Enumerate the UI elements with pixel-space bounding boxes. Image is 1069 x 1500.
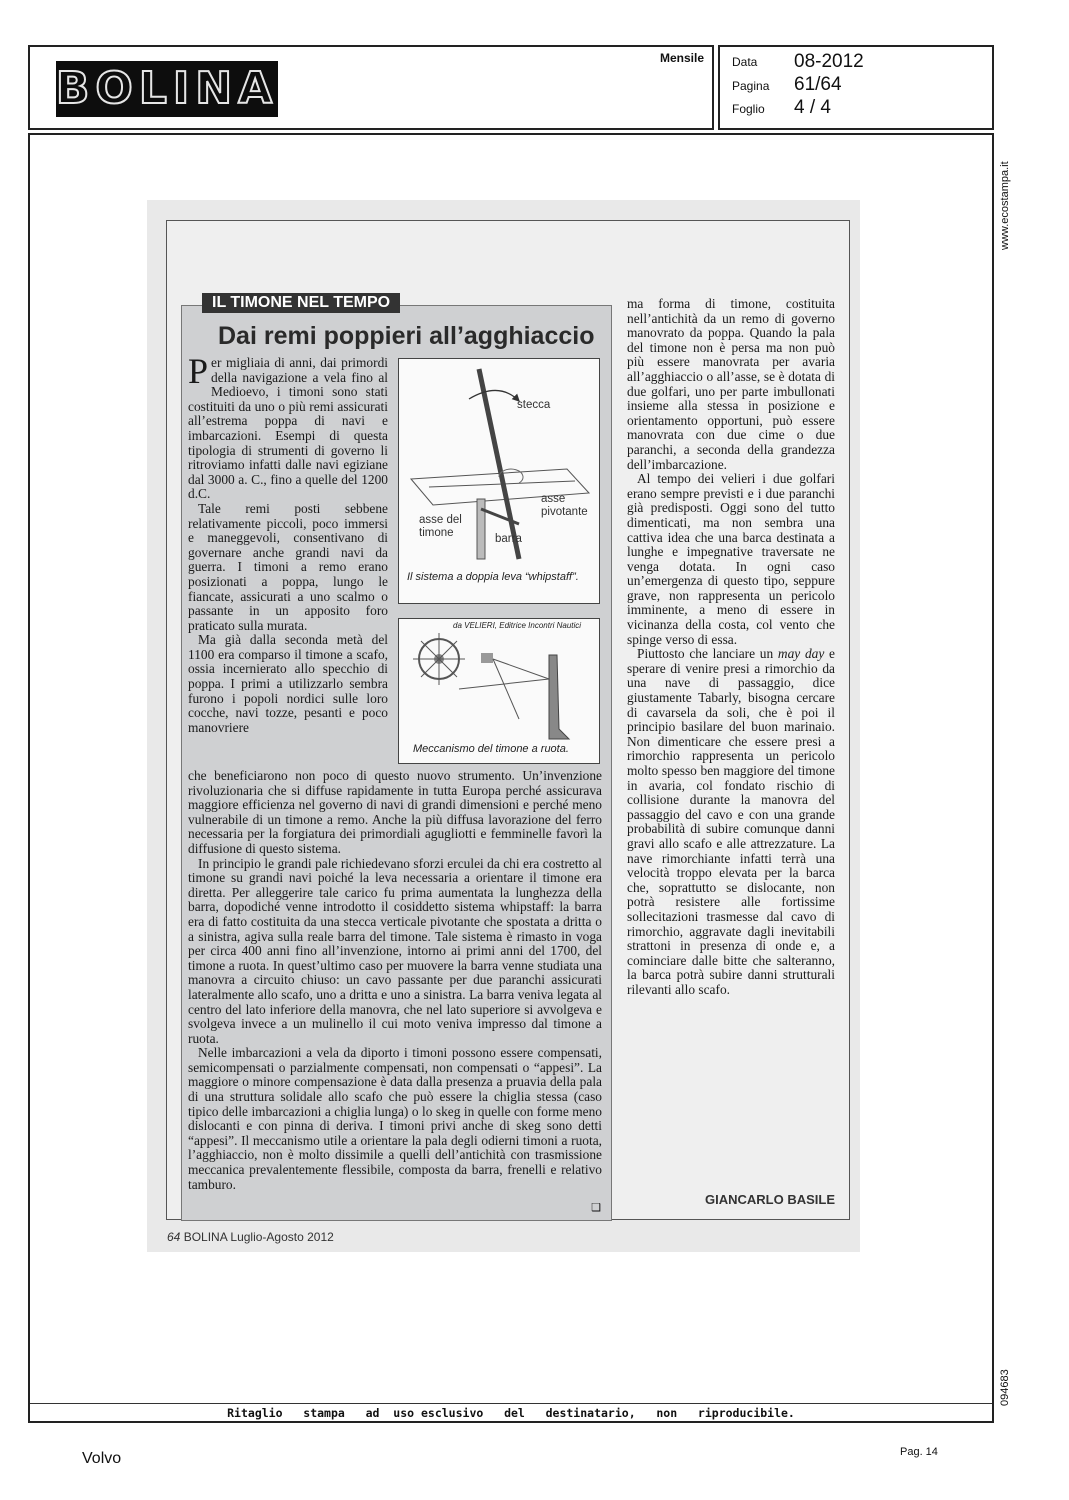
may-day-italic: may day (777, 646, 825, 662)
narrow-column (188, 351, 388, 735)
label-barra: barra (495, 533, 522, 545)
caption-wheel: Meccanismo del timone a ruota. (413, 743, 569, 755)
logo-text: BOLINA (55, 63, 279, 114)
pagina-value: 61/64 (794, 74, 842, 95)
figure-wheel-steering (398, 618, 600, 764)
right-paragraph-3b: e sperare di venire presi a rimorchio da una nave di passaggio, dice giustamente Tabarly, bisogna cercare di cavarsela da soli, che è poi il principio basilare del buon marinaio. Non dimenticare che essere presi a rimorchio rappresenta un pericolo molto spesso ben maggiore del timone in avaria, col fondato rischio di collisione durante la manovra del passaggio del cavo e con una grande probabilità di subire comunque danni gravi allo scafo e alle attrezzature. La nave rimorchiante infatti terrà una velocità troppo elevata per la barca che, soprattutto se dislocante, non potrà resistere alle fortissime sollecitazioni trasmesse dal cavo di rimorchio, aggravate dagli inevitabili strattoni in presenza di onde e, a cominciare dalle bitte che salteranno, la barca potrà subire danni strutturali rilevanti allo scafo. (627, 646, 835, 997)
section-label: IL TIMONE NEL TEMPO (202, 293, 400, 313)
right-column (627, 297, 835, 998)
page-number: Pag. 14 (900, 1446, 938, 1458)
paragraph-5: Nelle imbarcazioni a vela da diporto i timoni possono essere compensati, semicompensati o parzialmente compensati, non compensati o “appesi”. La maggiore o minore compensazione è data dalla presenza a pruavia della pala di una struttura solidale allo scafo che può essere la chiglia stessa (caso tipico delle imbarcazioni a chiglia lunga) o lo skeg in quelle con forme meno dislocanti e con pinna di deriva. I timoni privi anche di skeg sono detti “appesi”. Il meccanismo utile a orientare la pala degli odierni timoni a ruota, l’agghiaccio, non è molto dissimile a quelli dell’antichità con trasmissione meccanica prevalentemente flessibile, composta da barra, frenelli e relativo tamburo. (188, 1045, 602, 1192)
paragraph-3-continued: che beneficiarono non poco di questo nuovo strumento. Un’invenzione rivoluzionaria che si diffuse rapidamente in tutta Europa perché assicurava maggiore efficienza nel governo di navi di grandi dimensioni e perché meno vulnerabile di un timone a remo. Anche la più diffusa lavorazione del ferro necessaria per la forgiatura dei primordiali agugliotti e femminelle favorì la diffusione di questo sistema. (188, 768, 602, 856)
archive-code: 094683 (999, 1369, 1011, 1406)
right-paragraph-1: ma forma di timone, costituita nell’antichità da un remo di governo manovrato da poppa. Quando la pala del timone non è persa ma non può più essere manovrata per avaria all’agghiaccio o all’asse, se è dotata di due golfari, uno per parte imbullonati insieme alla stessa in posizione e orientamento opportuni, può essere manovrata con due cime o due paranchi, a seconda della grandezza dell’imbarcazione. (627, 296, 835, 472)
disclaimer: Ritaglio stampa ad uso esclusivo del destinatario, non riproducibile. (227, 1406, 795, 1420)
periodicity: Mensile (659, 51, 704, 65)
data-value: 08-2012 (794, 51, 864, 72)
article-title: Dai remi poppieri all’agghiaccio (218, 322, 595, 350)
figure-credit: da VELIERI, Editrice Incontri Nautici (453, 621, 582, 630)
header-logo-box (28, 45, 714, 130)
website-label: www.ecostampa.it (999, 161, 1011, 250)
press-clipping (147, 200, 860, 1252)
wide-column (188, 769, 602, 1192)
paragraph-4: In principio le grandi pale richiedevano sforzi erculei da chi era costretto al timone su grandi navi poiché la leva necessaria a orientare il timone era diretta. Per alleggerire tale carico fu prima aumentata la lunghezza della barra, dopodiché venne introdotto il cosiddetto sistema whipstaff: la barra era di fatto costituita da una stecca verticale pivotante che spostata a dritta o a sinistra, agiva sulla reale barra del timone. Tale sistema è rimasto in voga per circa 400 anni fino all’invenzione, intorno ai primi anni del 1700, del timone a ruota. In quest’ultimo caso per muovere la barra venne studiata una manovra a circuito chiuso: un cavo passante per due paranchi assicurati lateralmente allo scafo, uno a dritta e uno a sinistra. La barra veniva legata al centro del lato inferiore della manovra, che nel lato superiore si avvolgeva e svolgeva invece a un mulinello il cui moto veniva impresso dal timone a ruota. (188, 855, 602, 1046)
paragraph-3: Ma già dalla seconda metà del 1100 era comparso il timone a scafo, ossia incernierato allo specchio di poppa. I primi a utilizzarlo sembra furono i popoli nordici sulle loro cocche, navi tozze, pesanti e poco manovriere (188, 632, 388, 735)
end-mark: ❑ (591, 1202, 601, 1214)
magazine-folio (167, 1230, 334, 1244)
folio-page-number: 64 (167, 1230, 181, 1244)
bolina-logo (56, 61, 278, 117)
figure-whipstaff (398, 358, 600, 604)
paragraph-1-text: er migliaia di anni, dai primordi della navigazione a vela fino al Medioevo, i timoni sono stati costituiti da uno o più remi assicurati all’estrema poppa di navi e imbarcazioni. Esempi di questa tipologia di strumenti di governo li ritroviamo infatti dalle navi egiziane dal 3000 a. C., fino a quelle del 1200 d.C. (188, 355, 388, 502)
label-asse-pivotante: asse pivotante (541, 493, 588, 518)
paragraph-2: Tale remi posti sebbene relativamente piccoli, poco immersi e maneggevoli, consentivano di governare anche grandi navi da guerra. I timoni a remo erano posizionati a poppa, lungo le fiancate, assicurati a uno scalmo o passante in un apposito foro praticato sulla murata. (188, 500, 388, 633)
foglio-value: 4 / 4 (794, 97, 831, 118)
author-signature: GIANCARLO BASILE (705, 1192, 835, 1207)
foglio-label: Foglio (732, 102, 765, 116)
header-meta-box (718, 45, 994, 130)
label-stecca: stecca (517, 399, 551, 411)
article-sidebar (181, 294, 612, 1221)
right-paragraph-3a: Piuttosto che lanciare un (637, 646, 778, 662)
article-page (166, 220, 850, 1220)
right-paragraph-3 (627, 647, 835, 997)
frame-divider (30, 1403, 992, 1404)
drop-cap: P (188, 351, 209, 391)
folio-text: BOLINA Luglio-Agosto 2012 (183, 1230, 334, 1244)
pagina-label: Pagina (732, 79, 770, 93)
client-name: Volvo (82, 1450, 122, 1467)
wheel-diagram (399, 619, 599, 763)
data-label: Data (732, 55, 758, 69)
paragraph-1 (188, 351, 388, 502)
label-asse-timone: asse del timone (419, 514, 462, 539)
right-paragraph-2: Al tempo dei velieri i due golfari erano sempre previsti e i due paranchi già predisposti. Oggi sono del tutto dimenticati, ma non sembra una cattiva idea che una barca destinata a lunghe e impegnative traversate ne venga dotata. In ogni caso un’emergenza di questo tipo, seppure grave, non rappresenta un pericolo imminente, a meno di essere in vicinanza della costa, col vento che spinge verso di essa. (627, 471, 835, 647)
caption-whipstaff: Il sistema a doppia leva “whipstaff”. (407, 571, 579, 583)
whipstaff-diagram (399, 359, 599, 603)
